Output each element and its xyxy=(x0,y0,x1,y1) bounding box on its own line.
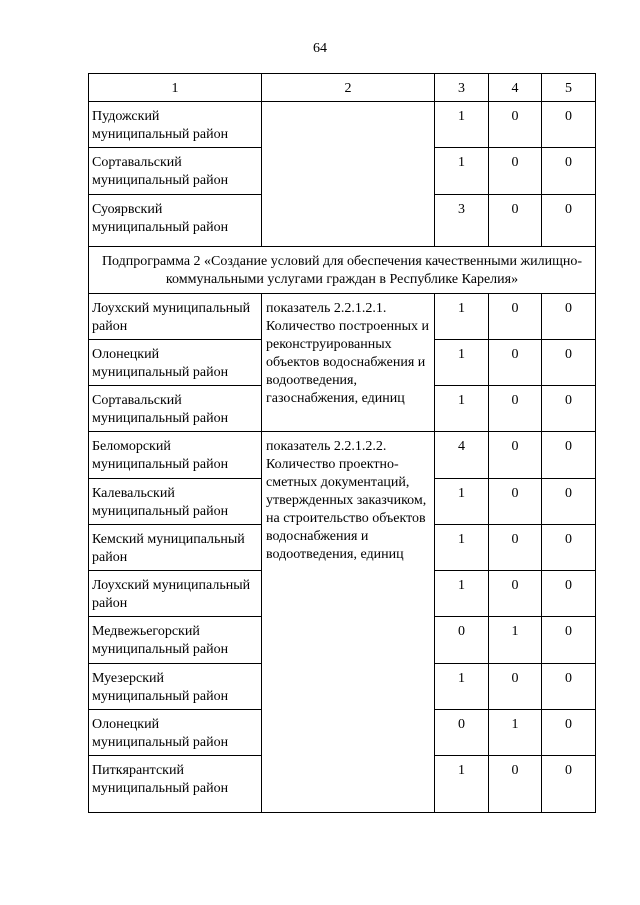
value-cell: 1 xyxy=(435,479,489,525)
district-cell: Сортавальский муниципальный район xyxy=(89,386,262,432)
indicator-cell: показатель 2.2.1.2.2. Количество проектно-сметных документаций, утвержденных заказчиком, на строительство объектов водоснабжения и водоотведения, единиц xyxy=(262,432,435,813)
value-cell: 0 xyxy=(542,710,596,756)
district-cell: Калевальский муниципальный район xyxy=(89,479,262,525)
district-cell: Беломорский муниципальный район xyxy=(89,432,262,479)
value-cell: 1 xyxy=(489,617,542,664)
district-cell: Олонецкий муниципальный район xyxy=(89,340,262,386)
value-cell: 0 xyxy=(542,102,596,148)
page-number: 64 xyxy=(313,41,327,56)
value-cell: 0 xyxy=(542,617,596,664)
value-cell: 3 xyxy=(435,195,489,247)
value-cell: 1 xyxy=(435,571,489,617)
value-cell: 1 xyxy=(435,756,489,813)
value-cell: 0 xyxy=(489,432,542,479)
district-cell: Пудожский муниципальный район xyxy=(89,102,262,148)
value-cell: 0 xyxy=(542,386,596,432)
district-cell: Лоухский муниципальный район xyxy=(89,571,262,617)
value-cell: 0 xyxy=(489,148,542,195)
value-cell: 0 xyxy=(489,386,542,432)
district-cell: Лоухский муниципальный район xyxy=(89,294,262,340)
value-cell: 0 xyxy=(489,479,542,525)
district-cell: Муезерский муниципальный район xyxy=(89,664,262,710)
value-cell: 0 xyxy=(489,294,542,340)
value-cell: 0 xyxy=(489,525,542,571)
indicator-table xyxy=(88,73,596,813)
value-cell: 0 xyxy=(542,294,596,340)
value-cell: 0 xyxy=(435,710,489,756)
column-header: 2 xyxy=(262,74,435,102)
value-cell: 0 xyxy=(542,525,596,571)
value-cell: 0 xyxy=(542,664,596,710)
value-cell: 1 xyxy=(435,386,489,432)
district-cell: Олонецкий муниципальный район xyxy=(89,710,262,756)
value-cell: 1 xyxy=(489,710,542,756)
value-cell: 1 xyxy=(435,340,489,386)
value-cell: 0 xyxy=(542,195,596,247)
column-header: 1 xyxy=(89,74,262,102)
district-cell: Питкярантский муниципальный район xyxy=(89,756,262,813)
value-cell: 0 xyxy=(542,432,596,479)
district-cell: Суоярвский муниципальный район xyxy=(89,195,262,247)
subprogram-row xyxy=(89,247,596,294)
column-header: 5 xyxy=(542,74,596,102)
table-header-row xyxy=(89,74,596,102)
subprogram-title: Подпрограмма 2 «Создание условий для обеспечения качественными жилищно-коммунальными услугами граждан в Республике Карелия» xyxy=(89,247,596,294)
district-cell: Кемский муниципальный район xyxy=(89,525,262,571)
value-cell: 1 xyxy=(435,525,489,571)
value-cell: 0 xyxy=(542,571,596,617)
value-cell: 0 xyxy=(542,756,596,813)
column-header: 3 xyxy=(435,74,489,102)
value-cell: 0 xyxy=(489,756,542,813)
value-cell: 0 xyxy=(542,479,596,525)
value-cell: 0 xyxy=(489,195,542,247)
value-cell: 1 xyxy=(435,148,489,195)
value-cell: 0 xyxy=(435,617,489,664)
table-row xyxy=(89,294,596,340)
value-cell: 0 xyxy=(489,571,542,617)
district-cell: Медвежьегорский муниципальный район xyxy=(89,617,262,664)
table-row xyxy=(89,102,596,148)
value-cell: 1 xyxy=(435,102,489,148)
value-cell: 1 xyxy=(435,294,489,340)
value-cell: 0 xyxy=(489,664,542,710)
value-cell: 4 xyxy=(435,432,489,479)
value-cell: 1 xyxy=(435,664,489,710)
value-cell: 0 xyxy=(489,102,542,148)
value-cell: 0 xyxy=(542,340,596,386)
column-header: 4 xyxy=(489,74,542,102)
value-cell: 0 xyxy=(489,340,542,386)
indicator-cell: показатель 2.2.1.2.1. Количество построенных и реконструированных объектов водоснабжения и водоотведения, газоснабжения, единиц xyxy=(262,294,435,432)
district-cell: Сортавальский муниципальный район xyxy=(89,148,262,195)
table-row xyxy=(89,432,596,479)
value-cell: 0 xyxy=(542,148,596,195)
indicator-cell xyxy=(262,102,435,247)
